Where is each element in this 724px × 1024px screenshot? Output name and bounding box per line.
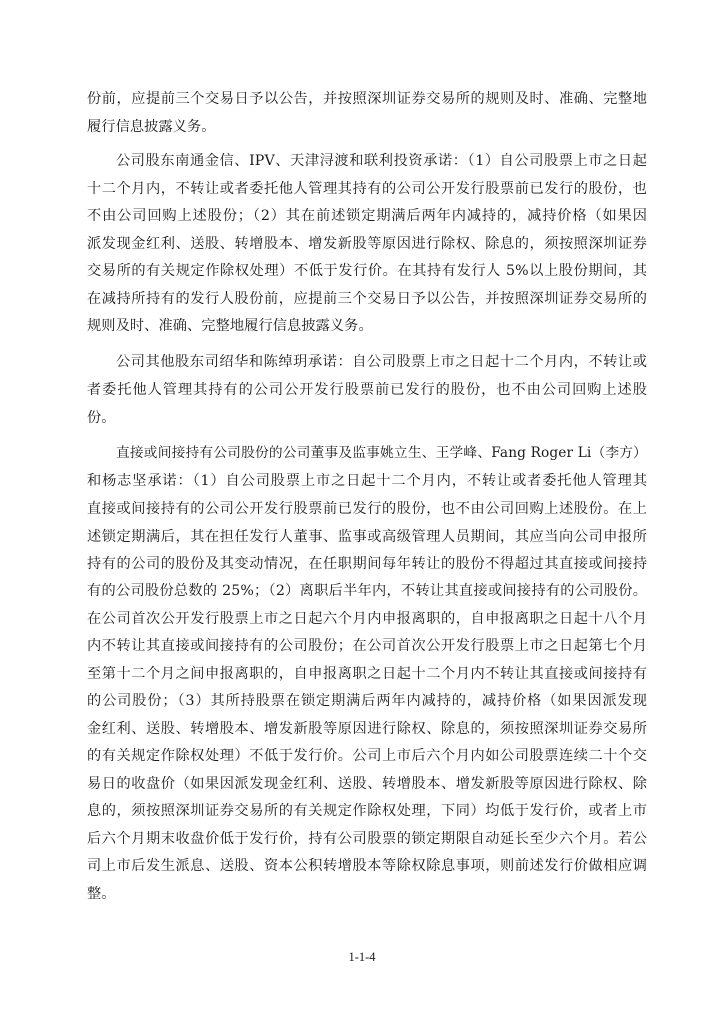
paragraph-2-line-1: 公司股东南通金信、IPV、天津浔渡和联利投资承诺：（1）自公司股票上市之日起 (116, 153, 647, 169)
paragraph-2-line-6: 在减持所持有的发行人股份前，应提前三个交易日予以公告，并按照深圳证券交易所的 (87, 291, 647, 307)
paragraph-4-line-4: 述锁定期满后，其在担任发行人董事、监事或高级管理人员期间，其应当向公司申报所 (87, 529, 647, 545)
paragraph-4-line-11: 金红利、送股、转增股本、增发新股等原因进行除权、除息的，须按照深圳证券交易所 (87, 721, 647, 737)
paragraph-4-line-15: 后六个月期末收盘价低于发行价，持有公司股票的锁定期限自动延长至少六个月。若公 (87, 831, 647, 847)
paragraph-4-line-9: 至第十二个月之间申报离职的，自申报离职之日起十二个月内不转让其直接或间接持有 (87, 666, 647, 682)
paragraph-3-line-2: 者委托他人管理其持有的公司公开发行股票前已发行的股份，也不由公司回购上述股 (87, 382, 647, 398)
page-number: 1-1-4 (348, 950, 376, 964)
paragraph-2-line-7: 规则及时、准确、完整地履行信息披露义务。 (87, 318, 373, 334)
paragraph-4-line-17: 整。 (87, 886, 116, 902)
paragraph-2-line-4: 派发现金红利、送股、转增股本、增发新股等原因进行除权、除息的，须按照深圳证券 (87, 236, 647, 252)
paragraph-2-line-3: 不由公司回购上述股份；（2）其在前述锁定期满后两年内减持的，减持价格（如果因 (87, 208, 647, 224)
paragraph-4-line-7: 在公司首次公开发行股票上市之日起六个月内申报离职的，自申报离职之日起十八个月 (87, 611, 647, 627)
paragraph-4-line-5: 持有的公司的股份及其变动情况，在任职期间每年转让的股份不得超过其直接或间接持 (87, 556, 647, 572)
paragraph-4-line-16: 司上市后发生派息、送股、资本公积转增股本等除权除息事项，则前述发行价做相应调 (87, 858, 647, 874)
paragraph-4-line-6: 有的公司股份总数的 25%；（2）离职后半年内，不转让其直接或间接持有的公司股份。 (87, 583, 647, 599)
paragraph-1-line-1: 份前，应提前三个交易日予以公告，并按照深圳证券交易所的规则及时、准确、完整地 (87, 91, 647, 107)
paragraph-4-line-14: 息的，须按照深圳证券交易所的有关规定作除权处理，下同）均低于发行价，或者上市 (87, 803, 647, 819)
paragraph-1-line-2: 履行信息披露义务。 (87, 119, 216, 135)
paragraph-2-line-2: 十二个月内，不转让或者委托他人管理其持有的公司公开发行股票前已发行的股份，也 (87, 181, 647, 197)
paragraph-4-line-10: 的公司股份；（3）其所持股票在锁定期满后两年内减持的，减持价格（如果因派发现 (87, 693, 647, 709)
paragraph-4-line-1: 直接或间接持有公司股份的公司董事及监事姚立生、王学峰、Fang Roger Li（李方） (116, 445, 647, 461)
paragraph-4-line-13: 易日的收盘价（如果因派发现金红利、送股、转增股本、增发新股等原因进行除权、除 (87, 776, 647, 792)
paragraph-4-line-8: 内不转让其直接或间接持有的公司股份；在公司首次公开发行股票上市之日起第七个月 (87, 638, 647, 654)
paragraph-4-line-12: 的有关规定作除权处理）不低于发行价。公司上市后六个月内如公司股票连续二十个交 (87, 748, 647, 764)
paragraph-4-line-3: 直接或间接持有的公司公开发行股票前已发行的股份，也不由公司回购上述股份。在上 (87, 501, 647, 517)
paragraph-2-line-5: 交易所的有关规定作除权处理）不低于发行价。在其持有发行人 5%以上股份期间，其 (87, 263, 647, 279)
paragraph-3-line-1: 公司其他股东司绍华和陈绰玥承诺：自公司股票上市之日起十二个月内，不转让或 (116, 354, 647, 370)
paragraph-4-line-2: 和杨志坚承诺：（1）自公司股票上市之日起十二个月内，不转让或者委托他人管理其 (87, 473, 647, 489)
paragraph-3-line-3: 份。 (87, 410, 116, 426)
